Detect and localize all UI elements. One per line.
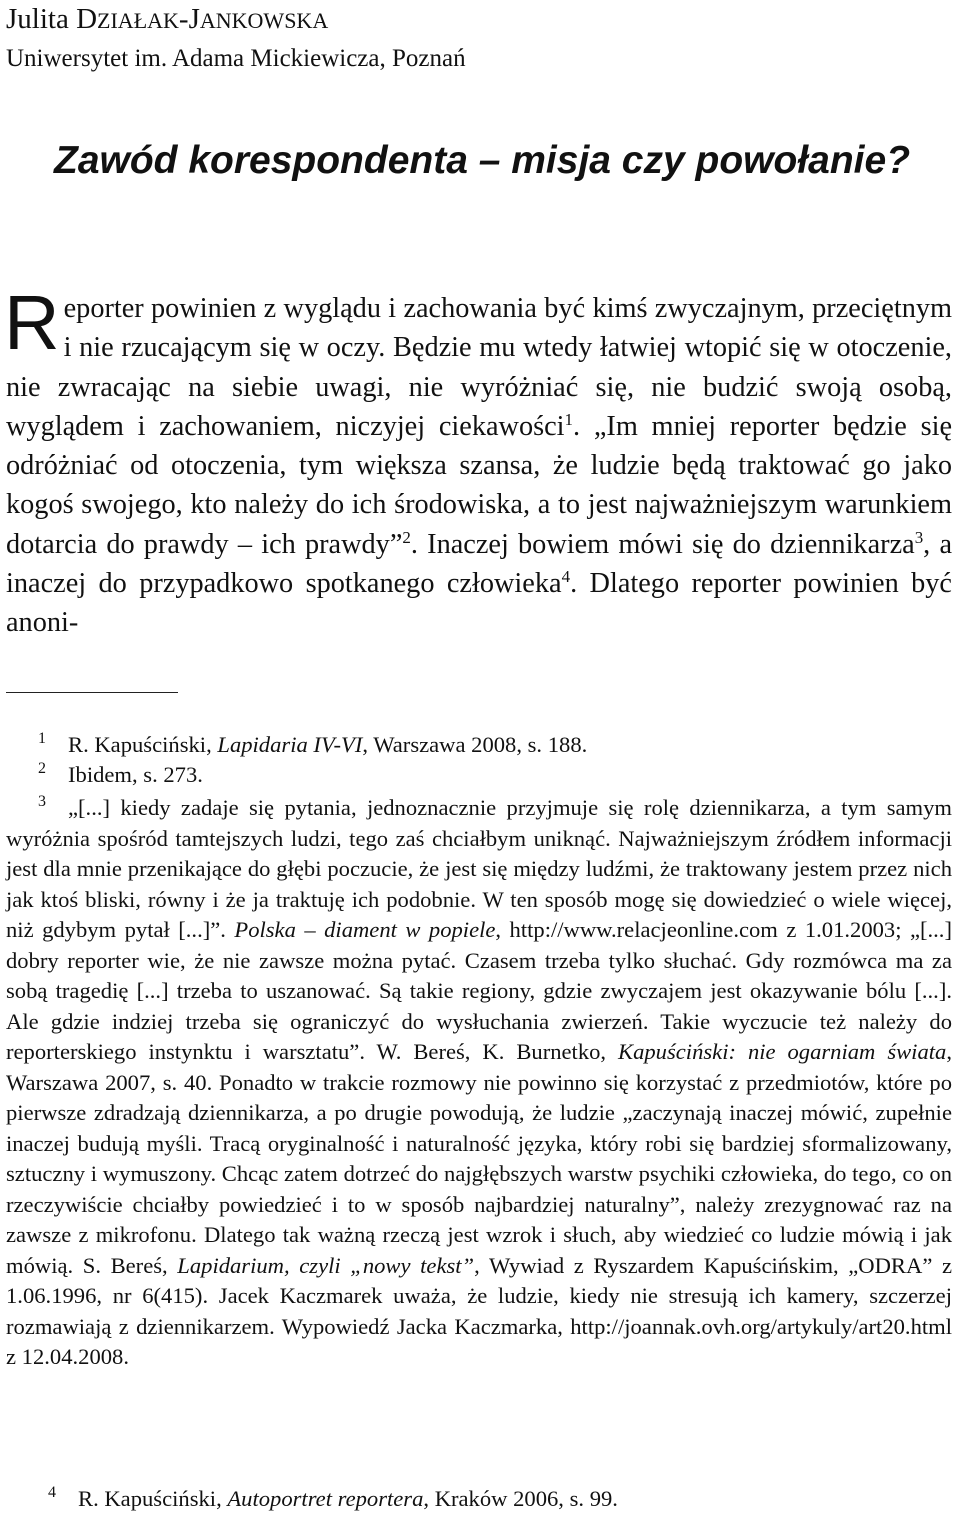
paragraph-text: . „Im mniej reporter będzie się odróżniać od otoczenia, tym większa szansa, że ludzie będą traktować go jako kogoś swojego, kto należy do ich środowiska, a to jest najważniejszym warunkiem dotarcia do prawdy – ich prawdy”: [6, 410, 953, 560]
footnote-1: 1 R. Kapuściński, Lapidaria IV-VI, Warszawa 2008, s. 188.: [38, 730, 588, 757]
footnote-text: R. Kapuściński,: [78, 1486, 228, 1511]
author-surname-smallcaps-2: ANKOWSKA: [199, 8, 329, 33]
footnote-italic: Polska – diament w popiele: [234, 917, 496, 942]
drop-cap: R: [4, 280, 60, 366]
footnote-text: , Warszawa 2007, s. 40. Ponadto w trakcie rozmowy nie powinno się korzystać z przedmiotów, które po pierwsze zdradzają dziennikarza, a po drugie powodują, że ludzie „zaczynają inaczej mówić, zupełnie inaczej budują myśli. Tracą oryginalność i naturalność języka, który robi się bardziej sformalizowany, sztuczny i wymuszony. Chcąc zatem dotrzeć do najgłębszych warstw psychiki człowieka, do tego, co on rzeczywiście chciałby powiedzieć i to w sposób najbardziej naturalny”, należy zrezygnować raz na zawsze z mikrofonu. Dlatego tak ważną rzeczą jest wzrok i słuch, aby wiedzieć co ludzie mówią i jak mówią. S. Bereś,: [6, 1039, 952, 1278]
footnote-text: , Wywiad z Ryszardem Kapuścińskim, „ODRA” z 1.06.1996, nr 6(415). Jacek Kaczmarek uważa, że ludzie, kiedy nie stresują ich kamery, szczerzej rozmawiają z dziennikarzem. Wypowiedź Jacka Kaczmarka, http://joannak.ovh.org/artykuly/art20.html z 12.04.2008.: [6, 1252, 952, 1369]
author-affiliation: Uniwersytet im. Adama Mickiewicza, Poznań: [6, 45, 466, 72]
author-surname-cap-2: -J: [178, 3, 200, 35]
author-first-name: Julita: [6, 3, 69, 35]
paragraph-text: eporter powinien z wyglądu i zachowania być kimś zwyczajnym, przeciętnym i nie rzucającym się w oczy. Będzie mu wtedy łatwiej wtopić się w otoczenie, nie zwracając na siebie uwagi, nie wyróżniać się, nie budzić swoją osobą, wyglądem i zachowaniem, niczyjej ciekawości: [6, 293, 952, 442]
footnote-ref[interactable]: 3: [914, 527, 924, 547]
article-title: Zawód korespondenta – misja czy powołanie?: [54, 139, 911, 182]
paragraph-text: . Inaczej bowiem mówi się do dziennikarza: [410, 528, 915, 560]
footnote-text: , Kraków 2006, s. 99.: [423, 1486, 618, 1511]
footnote-2: 2 Ibidem, s. 273.: [38, 760, 203, 787]
footnote-3: 3 „[...] kiedy zadaje się pytania, jednoznacznie przyjmuje się rolę dziennikarza, a tym samym wyróżnia spośród tamtejszych ludzi, tego zaś chciałbym uniknąć. Najważniejszym źródłem informacji jest dla mnie przenikające do głębi poczucie, że jest się między ludźmi, że traktowany jestem przez nich jak ktoś bliski, równy i że ja traktuję ich podobnie. W ten sposób mogę się dowiedzieć o wiele więcej, niż gdybym pytał [...]”. Polska – diament w popiele, http://www.relacjeonline.com z 1.01.2003; „[...] dobry reporter wie, że nie zawsze można pytać. Czasem trzeba tylko słuchać. Gdy rozmówca ma za sobą tragedię [...] trzeba to uszanować. Są takie regiony, gdzie zwyczajem jest okazywanie bólu [...]. Ale gdzie indziej trzeba się ograniczyć do wysłuchania zwierzeń. Takie wyczucie też należy do reporterskiego instynktu i warsztatu”. W. Bereś, K. Burnetko, Kapuściński: nie ogarniam świata, Warszawa 2007, s. 40. Ponadto w trakcie rozmowy nie powinno się korzystać z przedmiotów, które po pierwsze zdradzają dziennikarza, a po drugie powodują, że ludzie „zaczynają inaczej mówić, zupełnie inaczej budują myśli. Tracą oryginalność i naturalność języka, który robi się bardziej sformalizowany, sztuczny i wymuszony. Chcąc zatem dotrzeć do najgłębszych warstw psychiki człowieka, do tego, co on rzeczywiście chciałby powiedzieć i to w sposób najbardziej naturalny”, należy zrezygnować raz na zawsze z mikrofonu. Dlatego tak ważną rzeczą jest wzrok i słuch, aby wiedzieć co ludzie mówią i jak mówią. S. Bereś, Lapidarium, czyli „nowy tekst”, Wywiad z Ryszardem Kapuścińskim, „ODRA” z 1.06.1996, nr 6(415). Jacek Kaczmarek uważa, że ludzie, kiedy nie stresują ich kamery, szczerzej rozmawiają z dziennikarzem. Wypowiedź Jacka Kaczmarka, http://joannak.ovh.org/artykuly/art20.html z 12.04.2008.: [6, 793, 952, 1369]
footnote-ref[interactable]: 4: [561, 566, 571, 586]
author-name: [6, 2, 328, 38]
footnote-text: , Warszawa 2008, s. 188.: [362, 732, 588, 757]
footnote-text: „[...] kiedy zadaje się pytania, jednoznacznie przyjmuje się rolę dziennikarza, a tym samym wyróżnia spośród tamtejszych ludzi, tego zaś chciałbym uniknąć. Najważniejszym źródłem informacji jest dla mnie przenikające do głębi poczucie, że jest się między ludźmi, że traktowany jestem przez nich jak ktoś bliski, równy i że ja traktuję ich podobnie. W ten sposób mogę się dowiedzieć o wiele więcej, niż gdybym pytał [...]”.: [6, 795, 952, 942]
paragraph-text: . Dlatego reporter powinien być anoni-: [6, 568, 952, 639]
footnote-text: Ibidem, s. 273.: [68, 762, 203, 787]
footnote-ref[interactable]: 1: [564, 409, 574, 429]
footnote-italic: Lapidarium, czyli „nowy tekst”: [177, 1252, 475, 1278]
author-surname-cap: D: [76, 3, 98, 35]
author-surname-smallcaps: ZIAŁAK: [97, 8, 179, 33]
paragraph-text: , a inaczej do przypadkowo spotkanego człowieka: [6, 528, 952, 600]
footnote-separator: [6, 692, 178, 693]
main-paragraph: [4, 280, 953, 643]
footnote-italic: Autoportret reportera: [227, 1486, 424, 1511]
footnote-text: , http://www.relacjeonline.com z 1.01.2003; „[...] dobry reporter wie, że nie zawsze można pytać. Czasem trzeba tylko słuchać. Gdy rozmówca ma za sobą tragedię [...] trzeba to uszanować. Są takie regiony, gdzie zwyczajem jest okazywanie bólu [...]. Ale gdzie indziej trzeba się ograniczyć do wysłuchania zwierzeń. Takie wyczucie też należy do reporterskiego instynktu i warsztatu”. W. Bereś, K. Burnetko,: [6, 917, 952, 1064]
footnote-ref[interactable]: 2: [402, 527, 411, 547]
footnote-italic: Lapidaria IV-VI: [217, 732, 363, 757]
footnote-text: R. Kapuściński,: [68, 732, 218, 757]
footnote-italic: Kapuściński: nie ogarniam świata: [618, 1039, 947, 1064]
footnote-4: 4 R. Kapuściński, Autoportret reportera, Kraków 2006, s. 99.: [48, 1484, 618, 1511]
